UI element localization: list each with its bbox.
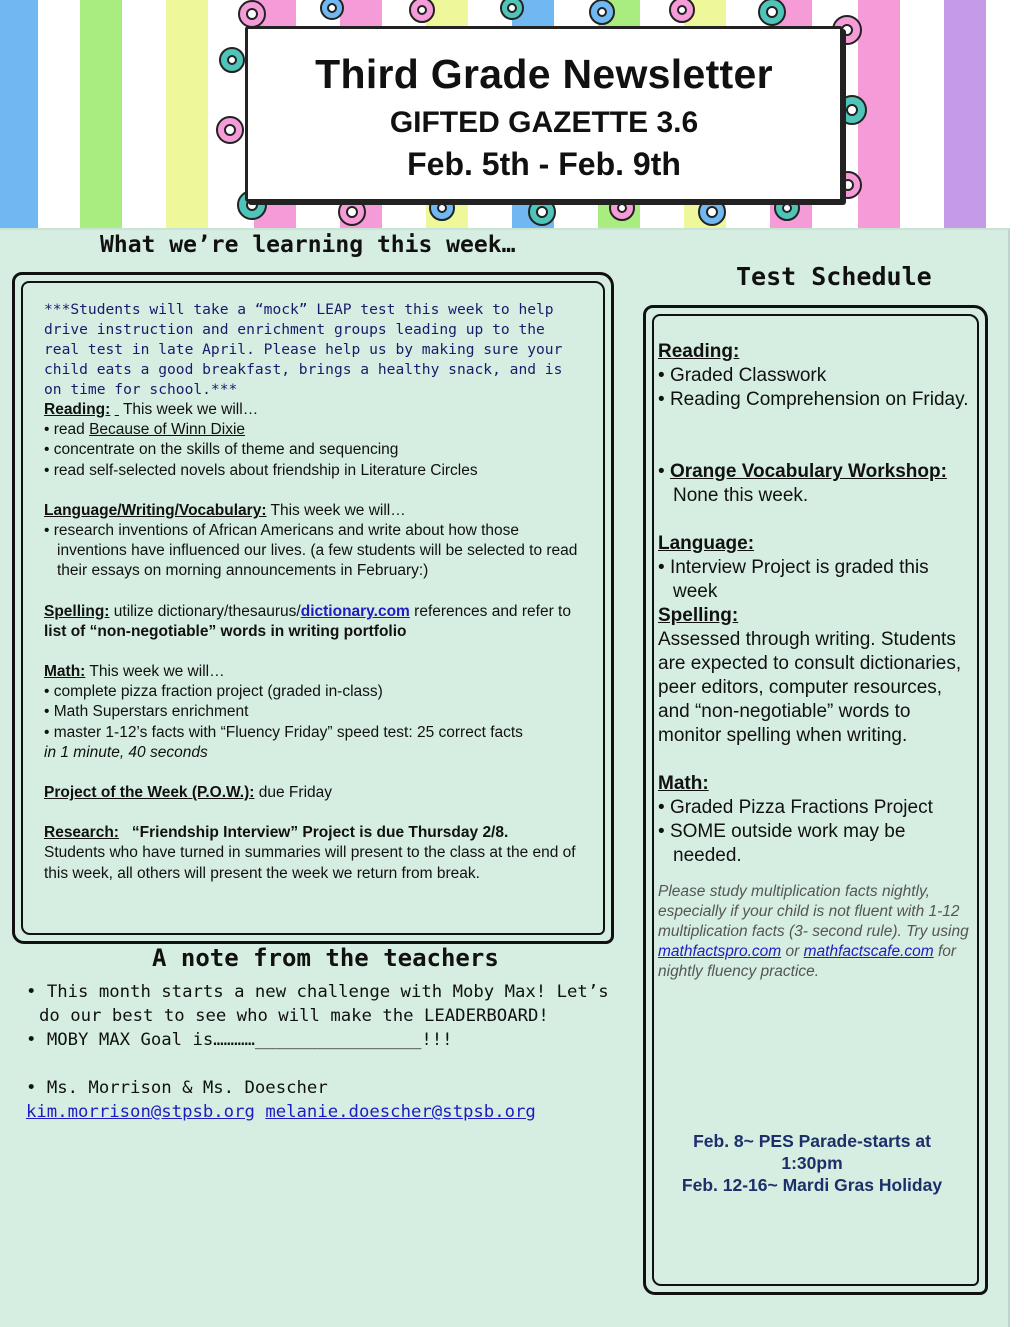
reading-section (44, 400, 584, 420)
list-item-text: read self-selected novels about friendship in Literature Circles (53, 461, 478, 479)
list-item-text: research inventions of African Americans and write about how those inventions have influenced our lives. (a few students will be selected to read their essays on morning announcements in February:) (53, 522, 578, 580)
teacher-emails (26, 1100, 626, 1124)
leap-test-notice: ***Students will take a “mock” LEAP test this week to help drive instruction and enrichment groups leading up to the real test in late April. Please help us by making sure your child eats a good breakfast, brings a healthy snack, and is on time for school.*** (44, 301, 563, 398)
schedule-reading-label: Reading: (658, 341, 740, 362)
language-section (44, 501, 584, 521)
note-text: Please study multiplication facts nightly, especially if your child is not fluent with 1-12 multiplication facts (3- second rule). Try using (658, 883, 969, 940)
list-item-text: concentrate on the skills of theme and sequencing (53, 441, 399, 459)
list-item: • read Because of Winn Dixie (44, 421, 246, 439)
list-item-text: This month starts a new challenge with Moby Max! Let’s do our best to see who will make the LEADERBOARD! (39, 982, 609, 1026)
list-item: • SOME outside work may be needed. (658, 821, 906, 866)
title-box (245, 26, 843, 202)
upcoming-events (662, 1130, 962, 1196)
teachers-note-content (26, 980, 626, 1124)
list-item: • This month starts a new challenge with Moby Max! Let’s do our best to see who will make the LEADERBOARD! (26, 982, 609, 1026)
list-item: • read self-selected novels about friendship in Literature Circles (44, 461, 478, 479)
list-item-text: Math Superstars enrichment (53, 703, 249, 721)
list-item: • research inventions of African Americans and write about how those inventions have influenced our lives. (a few students will be selected to read their essays on morning announcements in February:) (44, 522, 578, 580)
dictionary-link[interactable]: dictionary.com (300, 602, 410, 620)
list-item: • Orange Vocabulary Workshop: (658, 461, 947, 482)
schedule-vocab-text: None this week. (673, 485, 809, 506)
list-item-text: SOME outside work may be needed. (669, 821, 906, 866)
stripe (0, 0, 38, 228)
research-label: Research: (44, 824, 119, 842)
list-item: • master 1-12’s facts with “Fluency Friday” speed test: 25 correct facts (44, 723, 523, 741)
list-item: • concentrate on the skills of theme and sequencing (44, 441, 399, 459)
mathfactscafe-link[interactable]: mathfactscafe.com (803, 943, 934, 960)
book-title: Because of Winn Dixie (89, 421, 246, 439)
stripe (858, 0, 900, 228)
test-schedule-heading: Test Schedule (736, 262, 932, 291)
list-item: • Reading Comprehension on Friday. (658, 389, 969, 410)
language-text: This week we will… (270, 501, 406, 519)
schedule-math-label: Math: (658, 773, 709, 794)
list-item-text: MOBY MAX Goal is…………________________!!! (46, 1030, 453, 1050)
spelling-bold-text: list of “non-negotiable” words in writing portfolio (44, 622, 407, 640)
note-text: or (785, 943, 800, 960)
schedule-spelling-label: Spelling: (658, 605, 739, 626)
event-parade: Feb. 8~ PES Parade-starts at 1:30pm (693, 1131, 931, 1173)
teacher-signature: Ms. Morrison & Ms. Doescher (46, 1078, 328, 1098)
list-item: • complete pizza fraction project (graded in-class) (44, 683, 383, 701)
newsletter-title: Third Grade Newsletter (315, 51, 773, 97)
teachers-note-heading: A note from the teachers (152, 944, 499, 972)
email-link-doescher[interactable]: melanie.doescher@stpsb.org (265, 1102, 536, 1122)
learning-heading: What we’re learning this week… (100, 232, 516, 258)
list-item: • Graded Classwork (658, 365, 827, 386)
list-item: • MOBY MAX Goal is…………________________!!! (26, 1030, 453, 1050)
fluency-time: in 1 minute, 40 seconds (44, 743, 208, 761)
schedule-language-label: Language: (658, 533, 755, 554)
math-text: This week we will… (89, 663, 225, 681)
math-label: Math: (44, 663, 86, 681)
pow-text: due Friday (258, 784, 332, 802)
language-label: Language/Writing/Vocabulary: (44, 501, 267, 519)
list-item-text: complete pizza fraction project (graded in-class) (53, 683, 383, 701)
stripe (944, 0, 986, 228)
pow-label: Project of the Week (P.O.W.): (44, 784, 255, 802)
event-holiday: Feb. 12-16~ Mardi Gras Holiday (681, 1175, 943, 1195)
list-item-text: Interview Project is graded this week (669, 557, 929, 602)
spelling-text: references and refer to (414, 602, 571, 620)
stripe (166, 0, 208, 228)
email-link-morrison[interactable]: kim.morrison@stpsb.org (26, 1102, 255, 1122)
multiplication-note (658, 882, 978, 982)
list-item: • Graded Pizza Fractions Project (658, 797, 933, 818)
math-section (44, 662, 584, 682)
list-item-text: master 1-12’s facts with “Fluency Friday” speed test: 25 correct facts (53, 723, 523, 741)
test-schedule-content (658, 340, 978, 982)
schedule-vocab-label: Orange Vocabulary Workshop: (669, 461, 947, 482)
stripe (80, 0, 122, 228)
spelling-label: Spelling: (44, 602, 110, 620)
research-bold-text: “Friendship Interview” Project is due Thursday 2/8. (131, 824, 509, 842)
list-item-text: Reading Comprehension on Friday. (669, 389, 969, 410)
list-item: • Ms. Morrison & Ms. Doescher (26, 1078, 328, 1098)
reading-label: Reading: (44, 401, 111, 418)
pow-section (44, 783, 584, 803)
spelling-section (44, 602, 584, 642)
research-text: Students who have turned in summaries will present to the class at the end of this week, all others will present the week we return from break. (44, 844, 576, 882)
list-item: • Math Superstars enrichment (44, 703, 249, 721)
spelling-text: utilize dictionary/thesaurus/ (113, 602, 301, 620)
mathfactspro-link[interactable]: mathfactspro.com (658, 943, 782, 960)
list-item-text: Graded Pizza Fractions Project (669, 797, 933, 818)
newsletter-dates: Feb. 5th - Feb. 9th (407, 146, 681, 182)
list-item-text: Graded Classwork (669, 365, 827, 386)
newsletter-subtitle: GIFTED GAZETTE 3.6 (389, 106, 699, 139)
reading-text: This week we will… (122, 401, 259, 418)
schedule-spelling-text: Assessed through writing. Students are expected to consult dictionaries, peer editors, computer resources, and “non-negotiable” words to monitor spelling when writing. (658, 629, 962, 746)
list-item-text: read (53, 421, 90, 439)
list-item: • Interview Project is graded this week (658, 557, 929, 602)
research-section (44, 823, 584, 843)
note-text: for nightly fluency practice. (658, 943, 957, 980)
learning-content (44, 300, 584, 884)
